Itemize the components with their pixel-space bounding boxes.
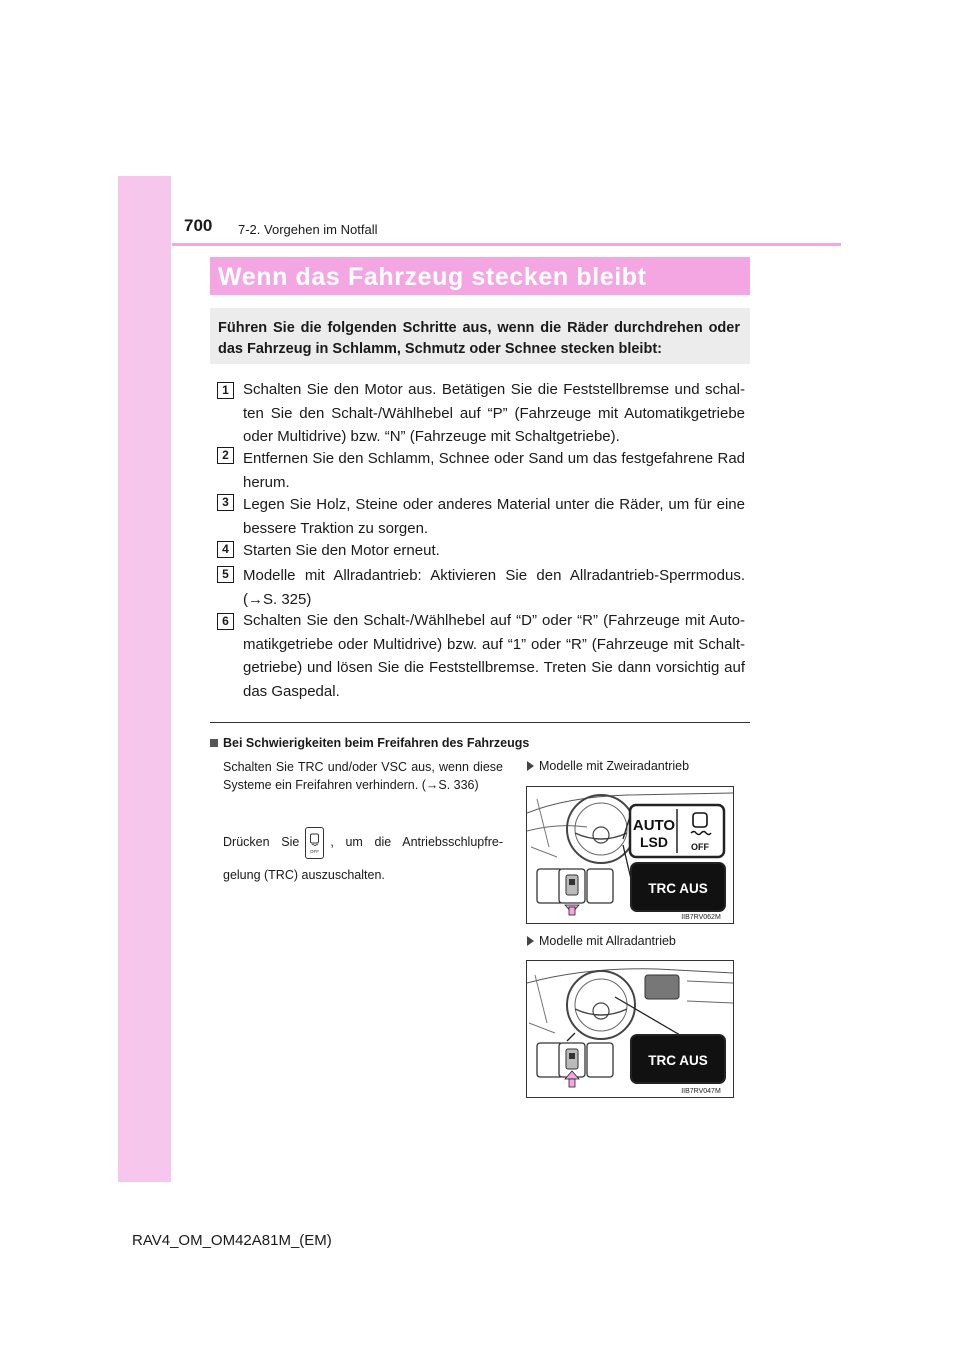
trc-off-switch-icon	[305, 827, 324, 859]
figure-4wd-illustration	[527, 961, 733, 1097]
svg-text:OFF: OFF	[310, 848, 320, 854]
note-title: Bei Schwierigkeiten beim Freifahren des Fahrzeugs	[210, 736, 529, 750]
step-number: 3	[217, 494, 234, 511]
section-divider	[210, 722, 750, 723]
note-paragraph: Drücken Sie OFF , um die Antriebsschlupfre-gelung (TRC) auszuschalten.	[223, 826, 503, 891]
figure-2wd	[526, 786, 734, 924]
trc-aus-display: TRC AUS	[648, 881, 708, 896]
intro-box: Führen Sie die folgenden Schritte aus, wenn die Räder durchdrehen oder das Fahrzeug in Schlamm, Schmutz oder Schnee stecken bleibt:	[210, 308, 750, 364]
figure-label: Modelle mit Zweiradantrieb	[527, 759, 689, 773]
step-text: Starten Sie den Motor erneut.	[243, 542, 440, 559]
footer-code: RAV4_OM_OM42A81M_(EM)	[132, 1232, 332, 1249]
section-label: 7-2. Vorgehen im Notfall	[238, 222, 378, 237]
page-number: 700	[184, 216, 213, 235]
square-bullet-icon	[210, 739, 218, 747]
auto-text: AUTO	[632, 817, 676, 834]
step-text: Schalten Sie den Schalt-/Wählhebel auf “D” oder “R” (Fahrzeuge mit Auto-matikgetriebe oder Multidrive) bzw. auf “1” oder “R” (Fahrzeuge mit Schalt-getriebe) und lösen Sie die Feststellbremse. Treten Sie dann vorsichtig auf das Gaspedal.	[243, 612, 745, 700]
side-band	[118, 176, 171, 1182]
triangle-bullet-icon	[527, 936, 534, 946]
title-bar	[210, 257, 750, 295]
off-text: OFF	[691, 842, 709, 852]
step-text: Legen Sie Holz, Steine oder anderes Material unter die Räder, um für eine bessere Traktion zu sorgen.	[243, 496, 745, 537]
figure-4wd	[526, 960, 734, 1098]
figure-2wd-illustration	[527, 787, 733, 923]
triangle-bullet-icon	[527, 761, 534, 771]
step-text: Entfernen Sie den Schlamm, Schnee oder Sand um das festgefahrene Rad herum.	[243, 450, 745, 491]
figure-code: IIB7RV062M	[681, 914, 721, 921]
step-number: 1	[217, 382, 234, 399]
header-rule	[172, 243, 841, 246]
step-text: Schalten Sie den Motor aus. Betätigen Sie die Feststellbremse und schal-ten Sie den Schalt-/Wählhebel auf “P” (Fahrzeuge mit Automatikgetriebe oder Multidrive) bzw. “N” (Fahrzeuge mit Schaltgetriebe).	[243, 381, 745, 445]
figure-label: Modelle mit Allradantrieb	[527, 934, 676, 948]
note-paragraph: Schalten Sie TRC und/oder VSC aus, wenn diese Systeme ein Freifahren verhindern. (→S. 336)	[223, 760, 503, 792]
step-number: 2	[217, 447, 234, 464]
page-title: Wenn das Fahrzeug stecken bleibt	[218, 263, 647, 291]
trc-aus-display: TRC AUS	[648, 1053, 708, 1068]
figure-code: IIB7RV047M	[681, 1088, 721, 1095]
step-number: 6	[217, 613, 234, 630]
step-number: 5	[217, 566, 234, 583]
step-number: 4	[217, 541, 234, 558]
lsd-text: LSD	[640, 834, 668, 850]
step-text: Modelle mit Allradantrieb: Aktivieren Sie den Allradantrieb-Sperrmodus. (→S. 325)	[243, 567, 745, 608]
